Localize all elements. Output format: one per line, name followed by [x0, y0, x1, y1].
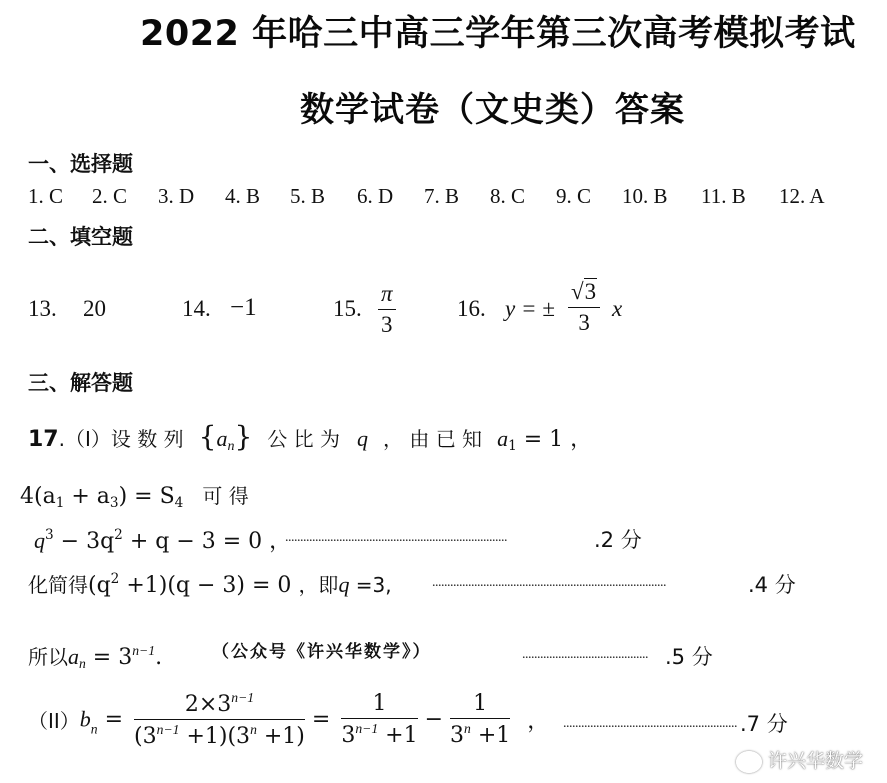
- q17-frac3-num: 1: [450, 691, 510, 719]
- q17-b: b: [79, 706, 91, 732]
- section-solve-heading: 三、解答题: [28, 371, 133, 395]
- q16-fraction: [568, 279, 600, 336]
- q17-score-7: .7 分: [740, 712, 788, 736]
- q17-line5-sub: n: [79, 656, 86, 672]
- q17-line2-sub3: 3: [109, 495, 119, 512]
- q17-given-sub: 1: [508, 438, 517, 455]
- q16-lhs: y = ±: [505, 296, 555, 321]
- q17-line3-b: − 3q: [53, 529, 115, 554]
- q17-line4-b: +1)(q − 3) = 0: [119, 573, 292, 598]
- q17-comma: ，: [527, 708, 550, 734]
- choice-answer: 5. B: [290, 184, 326, 208]
- q17-frac2-den-a: 3: [341, 722, 356, 748]
- q17-seq-brace: $\{a_n\}$: [198, 420, 253, 455]
- q17-line4-exp: 2: [110, 571, 120, 588]
- q17-frac2-den: [341, 719, 417, 748]
- q17-minus: −: [424, 706, 444, 732]
- q17-line3-c: + q − 3 = 0 ，: [122, 529, 292, 554]
- q17-fraction-3: [450, 691, 510, 748]
- q17-frac3-den-b: +1: [470, 722, 511, 748]
- q17-given: a: [497, 426, 509, 451]
- q17-line2-c: ) = S: [118, 484, 175, 509]
- q17-part2: [28, 690, 549, 749]
- choice-answer: 1. C: [28, 184, 64, 208]
- q14-label: 14.: [182, 296, 211, 321]
- q15-label: 15.: [333, 296, 362, 321]
- q17-line3-exp3: 3: [45, 527, 54, 544]
- q17-score-5: .5 分: [665, 645, 713, 669]
- q13-label: 13.: [28, 296, 57, 321]
- q17-frac3-den-a: 3: [450, 722, 465, 748]
- q17-line2-text: 可 得: [202, 484, 249, 508]
- q15-fraction: [378, 281, 396, 338]
- q17-seq-sub: n: [227, 439, 235, 455]
- q17-line3-dots: ..........................................................................: [285, 530, 507, 545]
- choice-answer: 2. C: [92, 184, 128, 208]
- wechat-icon: [736, 751, 762, 773]
- q17-line-2: [20, 480, 249, 511]
- q17-line4-dots: ..............................................................................: [432, 575, 666, 590]
- q17-frac2-num: 1: [341, 691, 417, 719]
- q17-frac3-den: [450, 719, 510, 748]
- watermark-text: 许兴华数学: [767, 750, 863, 772]
- q17-seq: a: [216, 426, 228, 451]
- section-choice-heading: 一、选择题: [28, 152, 133, 176]
- choice-answer: 8. C: [490, 184, 526, 208]
- q13-value: 20: [83, 296, 106, 321]
- q14-value: −1: [230, 294, 257, 321]
- q17-intro-a: .（Ⅰ）设 数 列: [58, 427, 184, 451]
- watermark: [736, 746, 863, 773]
- q17-line2-sub4: 4: [174, 495, 184, 512]
- q17-frac2-den-b: +1: [378, 722, 418, 748]
- q17-frac1-den: [134, 720, 305, 749]
- q15-denominator: 3: [381, 312, 393, 337]
- page-title: 2022 年哈三中高三学年第三次高考模拟考试: [140, 14, 856, 54]
- q15-numerator: π: [378, 281, 396, 310]
- q17-line2-sub1: 1: [55, 495, 65, 512]
- choice-answer: 7. B: [424, 184, 460, 208]
- q17-frac1-num: [134, 690, 305, 720]
- q17-line3-exp2: 2: [114, 527, 123, 544]
- q17-line5-dots: ..........................................: [522, 647, 648, 662]
- q17-score-2: .2 分: [594, 528, 642, 552]
- q17-frac3-den-exp: n: [464, 720, 471, 736]
- q17-frac1-den-a: (3: [134, 723, 157, 749]
- q17-line4-pre: 化简得: [28, 573, 88, 597]
- q17-line4-q: q: [338, 572, 350, 597]
- q16-label: 16.: [457, 296, 486, 321]
- q17-frac1-den-exp1: n−1: [156, 721, 180, 737]
- choice-answer: 11. B: [701, 184, 746, 208]
- q16-denominator: 3: [578, 310, 590, 335]
- q17-note: （公众号《许兴华数学》）: [212, 642, 432, 662]
- q17-fraction-1: [134, 690, 305, 749]
- q17-intro-c: ， 由 已 知: [382, 427, 483, 451]
- q17-line5-c: .: [155, 645, 163, 670]
- section-fill-heading: 二、填空题: [28, 225, 133, 249]
- q17-fraction-2: [341, 691, 417, 748]
- choice-answer: 6. D: [357, 184, 394, 208]
- q17-part2-label: （II）: [28, 708, 80, 733]
- choice-answer: 3. D: [158, 184, 195, 208]
- q17-frac1-num-exp: n−1: [231, 690, 255, 705]
- q17-line3-a: q: [34, 528, 45, 553]
- q17-given-eq: = 1 ，: [516, 427, 593, 452]
- q17-line-4: [28, 569, 392, 598]
- q17-line5-exp: n−1: [132, 643, 156, 659]
- choice-answer: 9. C: [556, 184, 592, 208]
- q17-b-sub: n: [90, 721, 98, 737]
- q17-eq1: =: [97, 706, 124, 732]
- q17-frac1-den-exp2: n: [250, 721, 257, 737]
- q17-line5-a: a: [68, 644, 79, 669]
- q17-line2-a: 4(a: [20, 484, 56, 509]
- q17-score-4: .4 分: [748, 573, 796, 597]
- q17-line4-a: (q: [88, 573, 111, 598]
- q17-line2-b: + a: [64, 484, 110, 509]
- q17-line-5: [28, 641, 162, 672]
- q17-line-3: [34, 524, 291, 555]
- q17-intro-b: 公 比 为: [267, 427, 340, 451]
- q17-frac1-num-a: 2×3: [184, 691, 232, 717]
- q16-radicand: 3: [584, 279, 597, 304]
- q17-line4-val: =3,: [349, 573, 392, 597]
- q16-numerator: √3: [568, 279, 600, 308]
- q17-eq2: =: [311, 706, 331, 732]
- page-subtitle: 数学试卷（文史类）答案: [300, 90, 685, 130]
- q17-frac2-den-exp: n−1: [355, 720, 379, 736]
- q17-line5-b: = 3: [85, 645, 133, 670]
- q17-part2-dots: ..........................................................: [563, 716, 737, 731]
- q17-line4-mid: ，即: [298, 573, 339, 597]
- q17-ratio: q: [356, 426, 368, 451]
- q17-frac1-den-b: +1)(3: [179, 723, 251, 749]
- choice-answer: 10. B: [622, 184, 668, 208]
- q17-line5-pre: 所以: [28, 645, 68, 669]
- q17-number: 17: [28, 427, 59, 452]
- choice-answer: 4. B: [225, 184, 261, 208]
- q17-line-1: [28, 420, 592, 455]
- q17-frac1-den-c: +1): [256, 723, 305, 749]
- q16-variable: x: [612, 296, 623, 321]
- choice-answer: 12. A: [779, 184, 825, 208]
